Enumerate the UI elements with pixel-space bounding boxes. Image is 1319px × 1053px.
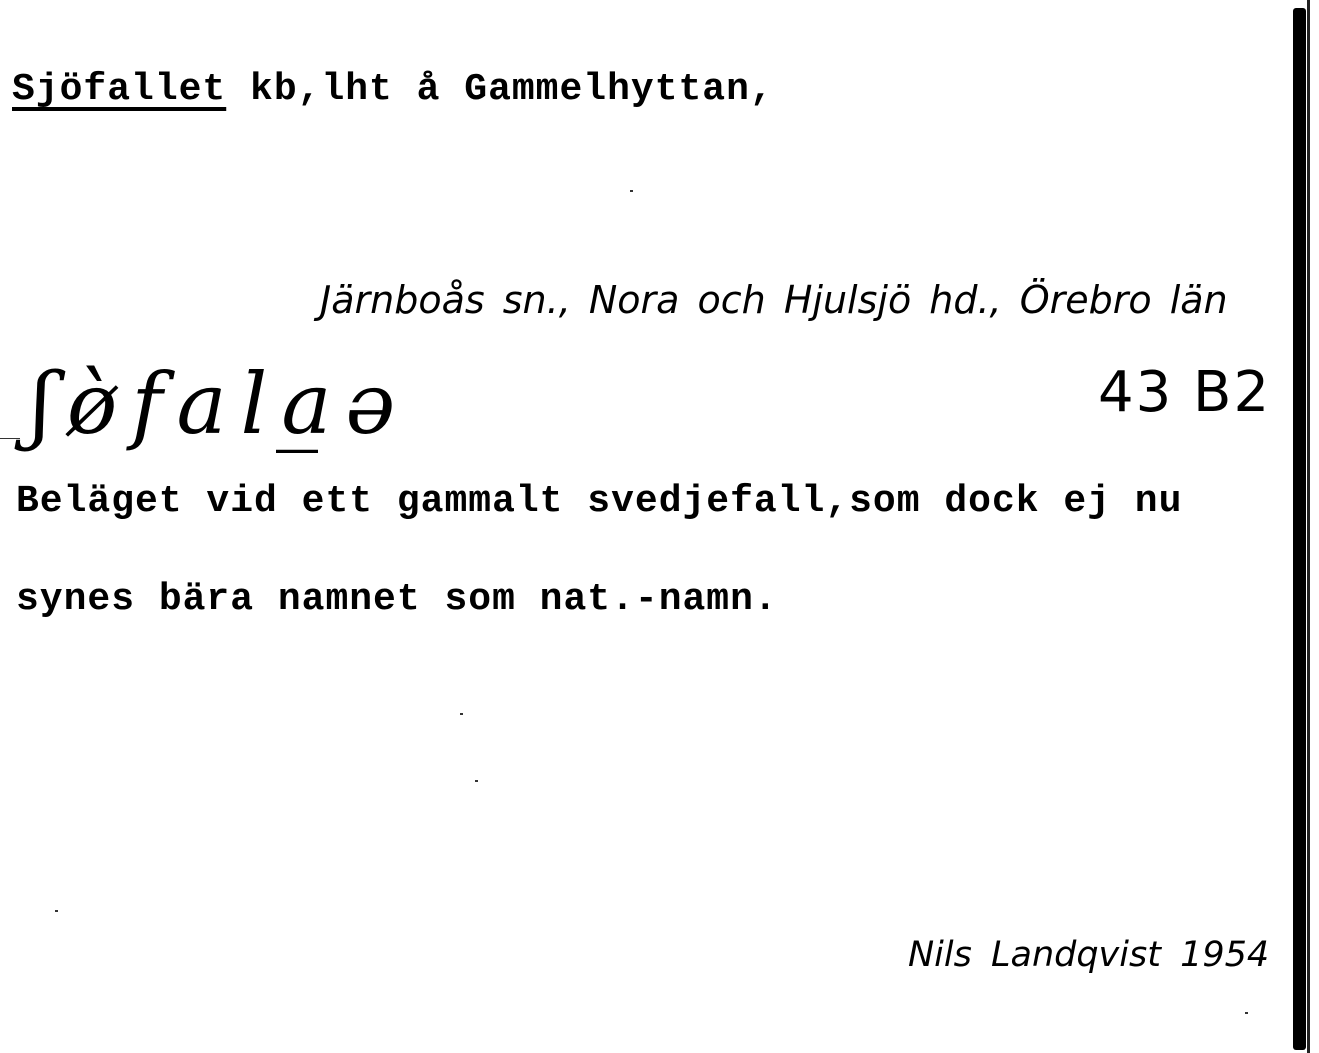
card-edge-shadow — [1293, 8, 1306, 1050]
entry-heading — [12, 68, 774, 111]
scan-speck — [475, 780, 478, 782]
reference-code: 43 B2 — [1098, 360, 1272, 425]
card-edge-line — [1307, 0, 1310, 1053]
scan-speck — [1245, 1012, 1248, 1014]
headword: Sjöfallet — [12, 68, 227, 111]
scan-speck — [460, 713, 463, 715]
heading-details: kb,lht å Gammelhyttan, — [226, 68, 774, 111]
signature: Nils Landqvist 1954 — [908, 935, 1270, 975]
phonetic-transcription: ʃø̀fala̲ə — [30, 355, 410, 453]
scan-speck — [0, 438, 20, 439]
location-line: Järnboås sn., Nora och Hjulsjö hd., Örebro län — [320, 278, 1228, 322]
description-line-1: Beläget vid ett gammalt svedjefall,som dock ej nu — [16, 480, 1183, 523]
scan-speck — [630, 190, 633, 192]
scan-speck — [55, 910, 58, 912]
description-line-2: synes bära namnet som nat.-namn. — [16, 578, 778, 621]
